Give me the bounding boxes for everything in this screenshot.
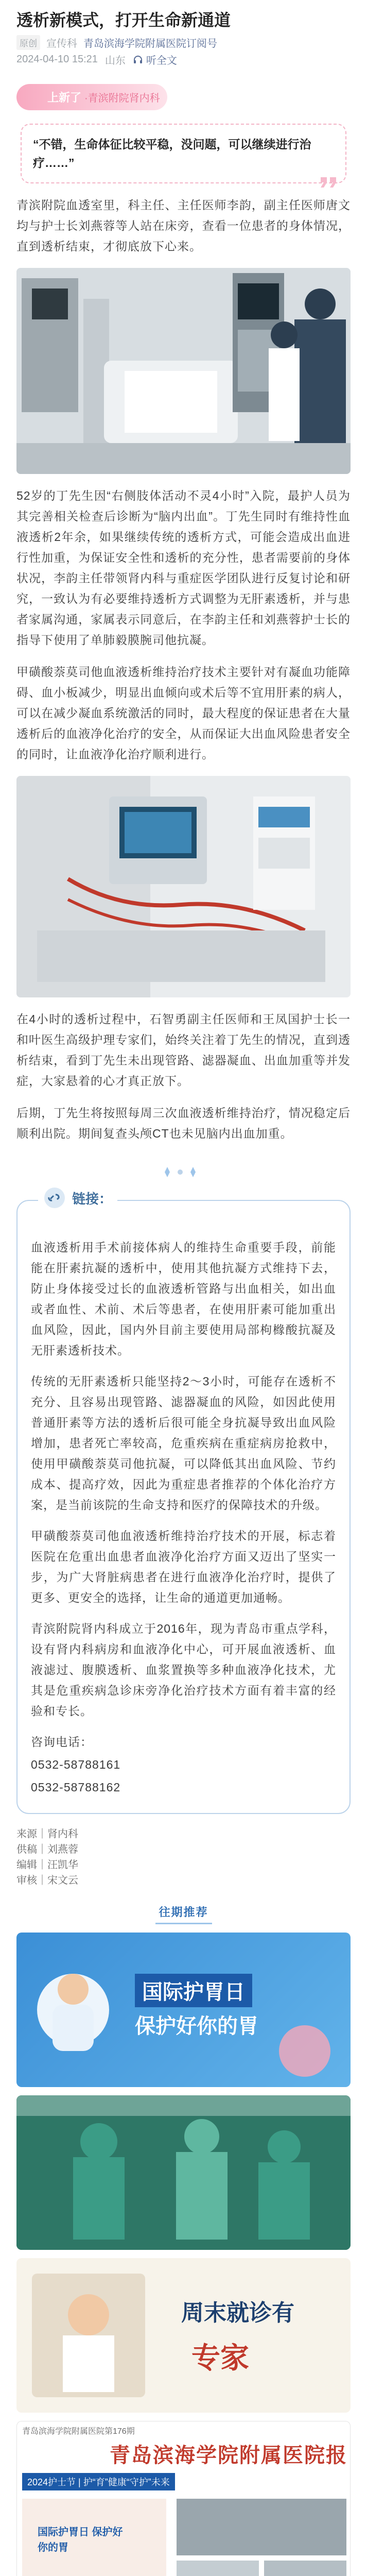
hospital-room-image [16, 268, 351, 474]
banner-tag [16, 84, 167, 110]
rec-card-surgery-image [16, 2095, 351, 2250]
phone-2[interactable]: 0532-58788162 [31, 1781, 121, 1794]
link-paragraph-4: 青滨附院肾内科成立于2016年，现为青岛市重点学科，设有肾内科病房和血液净化中心，可开展血液透析、血液滤过、腹膜透析、血浆置换等多种血液净化技术，尤其是危重疾病急诊床旁净化治疗技术方面有着丰富的经验和专长。 [31, 1622, 336, 1718]
paragraph-4: 在4小时的透析过程中，石智勇副主任医师和王凤国护士长一和叶医生高级护理专家们，始终关注着丁先生的情况，直到透析结束，看到丁先生未出现管路、滤器凝血、出血加重等并发症，大家悬着的心才真正放下。 [16, 1012, 351, 1088]
newspaper-bubble: 国际护胃日 保护好你的胃 [38, 2527, 123, 2553]
link-paragraph-3: 甲磺酸萘莫司他血液透析维持治疗技术的开展，标志着医院在危重出血患者血液净化治疗方面又迈出了坚实一步，为广大肾脏病患者在进行血液净化治疗时，提供了更多、更安全的选择，让生命的通道更加通畅。 [31, 1529, 336, 1604]
origin-label: 原创 [16, 35, 40, 50]
rec-card-gastric-title: 国际护胃日 [135, 1974, 252, 2007]
contact-label: 咨询电话： [31, 1735, 93, 1749]
account-link[interactable]: 青岛滨海学院附属医院订阅号 [83, 38, 217, 49]
section-banner [16, 80, 351, 113]
photo-dialysis-machine [16, 776, 351, 997]
decor-divider [154, 1164, 367, 1182]
lead-quote-text: “不错，生命体征比较平稳，没问题，可以继续进行治疗……” [33, 138, 311, 170]
paragraph-2: 52岁的丁先生因“右侧肢体活动不灵4小时”入院，最护人员为其完善相关检查后诊断为“脑内出血”。丁先生同时有维持性血液透析2年余，如果继续传统的透析方式，可能会造成出血进行性加重，为保证安全性和透析的充分性，患者需要前的身体状况，李韵主任带领肾内科与重症医学团队进行反复讨论和研究，一致认为有必要维持透析方式调整为无肝素透析，并与患者家属沟通，家属表示同意后，在李韵主任和刘燕蓉护士长的指导下使用了单肺毅膜腕司他抗凝。 [16, 489, 351, 647]
link-paragraph-1: 血液透析用手术前接体病人的维持生命重要手段，前能能在肝素抗凝的透析中，使用其他抗凝方式维持下去，防止身体接受过长的血液透析管路与出血相关，如出血或者血性、术前、术后等患者，在使用肝素可能加重出血风险，因此，国内外目前主要使用局部枸橼酸抗凝及无肝素透析技术。 [31, 1241, 336, 1357]
rec-card-weekend-image [16, 2258, 351, 2413]
banner-tag-text: 上新了 [47, 91, 82, 104]
phone-1[interactable]: 0532-58788161 [31, 1758, 121, 1771]
source-line: 供稿｜刘燕蓉 [16, 1844, 78, 1855]
publish-time: 2024-04-10 15:21 [16, 54, 98, 65]
rec-card-weekend-title: 周末就诊有 [181, 2300, 294, 2326]
rec-card-weekend[interactable] [16, 2258, 351, 2413]
rec-card-weekend-sub: 专家 [191, 2342, 249, 2374]
info-link-box [16, 1191, 351, 1814]
newspaper-logo: 青岛滨海学院附属医院报 [110, 2444, 347, 2467]
sparkle-icon [154, 1164, 206, 1180]
recommend-heading: 往期推荐 [155, 1904, 212, 1924]
article-meta [0, 32, 367, 50]
article-title: 透析新模式，打开生命新通道 [16, 11, 231, 29]
headphones-icon [133, 55, 143, 65]
dialysis-machine-image [16, 776, 351, 997]
link-paragraph-2: 传统的无肝素透析只能坚持2～3小时，可能存在透析不充分、且容易出现管路、滤器凝血的风险，如因此使用普通肝素等方法的透析后很可能全身抗凝导致出血风险增加，患者死亡率较高，危重疾病在重症病房抢救中，使用甲磺酸萘莫司他抗凝，可以降低其出血风险、节约成本、提高疗效，因此为重症患者推荐的个体化治疗方案，是当前该院的生命支持和医疗的保障技术的升级。 [31, 1375, 336, 1512]
newspaper-note: 青岛滨海学院附属医院第176期 [22, 2427, 135, 2436]
banner-sub: ·青滨附院肾内科 [84, 92, 160, 104]
rec-card-gastric-sub: 保护好你的胃 [135, 2015, 258, 2038]
rec-card-newspaper[interactable] [16, 2421, 351, 2576]
photo-hospital-room [16, 268, 351, 474]
source-line: 审核｜宋文云 [16, 1875, 78, 1886]
link-box-heading: 链接： [72, 1191, 113, 1207]
source-credits [0, 1826, 367, 1888]
source-line: 来源｜肾内科 [16, 1828, 78, 1840]
listen-label: 听全文 [146, 55, 177, 66]
rec-card-surgery[interactable] [16, 2095, 351, 2250]
newspaper-badge: 2024护士节 | 护“育”健康“守护”未来 [22, 2473, 175, 2490]
author-name: 宣传科 [46, 38, 77, 49]
publish-location: 山东 [104, 55, 126, 66]
listen-button[interactable] [133, 52, 177, 67]
paragraph-1: 青滨附院血透室里，科主任、主任医师李韵，副主任医师唐文均与护士长刘燕蓉等人站在床旁，查看一位患者的身体情况，直到透析结束，才彻底放下心来。 [16, 198, 351, 253]
source-line: 编辑｜汪凯华 [16, 1859, 78, 1871]
rec-card-gastric[interactable] [16, 1933, 351, 2087]
quote-mark-icon [319, 175, 339, 190]
link-box-header [38, 1183, 117, 1212]
link-icon [43, 1187, 66, 1209]
article-meta-2 [0, 50, 367, 67]
lead-quote [21, 124, 346, 183]
paragraph-5: 后期，丁先生将按照每周三次血液透析维持治疗，情况稳定后顺利出院。期间复查头颅CT也未见脑内出血加重。 [16, 1106, 351, 1140]
paragraph-3: 甲磺酸萘莫司他血液透析维持治疗技术主要针对有凝血功能障碍、血小板减少，明显出血倾向或术后等不宜用肝素的病人，可以在减少凝血系统激活的同时，最大程度的保证患者在大量透析后的血液净化治疗的安全，从而保证大出血风险患者安全的同时，让血液净化治疗顺利进行。 [16, 665, 351, 761]
